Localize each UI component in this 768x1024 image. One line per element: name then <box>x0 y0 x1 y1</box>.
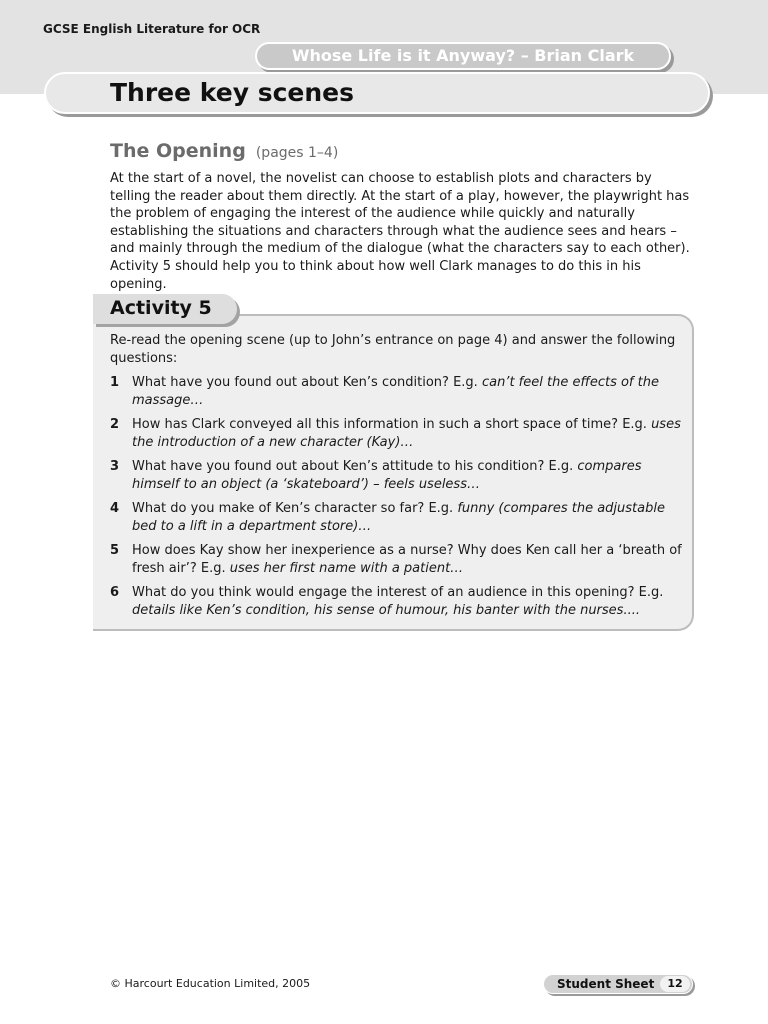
section-pages: (pages 1–4) <box>255 145 339 161</box>
question-number: 5 <box>110 543 120 558</box>
title-bar <box>44 72 710 114</box>
question-example: compares himself to an object (a ‘skateboard’) – feels useless… <box>132 459 642 492</box>
question-text: What have you found out about Ken’s condition? E.g. <box>132 375 482 390</box>
page-title: Three key scenes <box>110 78 354 107</box>
question-text: What do you think would engage the interest of an audience in this opening? E.g. <box>132 585 664 600</box>
question-example: uses her first name with a patient… <box>229 560 464 576</box>
question-text: What have you found out about Ken’s attitude to his condition? E.g. <box>132 459 578 474</box>
question-example: details like Ken’s condition, his sense of humour, his banter with the nurses.... <box>132 602 640 618</box>
question-item <box>110 416 682 451</box>
question-text: How does Kay show her inexperience as a nurse? Why does Ken call her a ‘breath of fresh air’? E.g. <box>132 543 682 576</box>
activity-intro: Re-read the opening scene (up to John’s entrance on page 4) and answer the following questions: <box>110 333 676 366</box>
question-text: How has Clark conveyed all this information in such a short space of time? E.g. <box>132 417 652 432</box>
question-example: can’t feel the effects of the massage… <box>132 375 659 408</box>
sheet-label: Student Sheet <box>557 977 655 991</box>
student-sheet-badge <box>543 974 693 994</box>
question-number: 3 <box>110 459 120 474</box>
subject-banner: Whose Life is it Anyway? – Brian Clark <box>255 42 671 70</box>
question-number: 6 <box>110 585 120 600</box>
series-label: GCSE English Literature for OCR <box>43 22 261 36</box>
question-item <box>110 542 682 577</box>
activity-tab <box>93 294 237 324</box>
copyright-notice: © Harcourt Education Limited, 2005 <box>110 977 311 990</box>
intro-paragraph: At the start of a novel, the novelist can choose to establish plots and characters by telling the reader about them directly. At the start of a play, however, the playwright has the problem of engaging the interest of the audience while quickly and naturally establishing the situations and characters through what the audience sees and hears – and mainly through the medium of the dialogue (what the characters say to each other). Activity 5 should help you to think about how well Clark manages to do this in his opening. <box>110 171 690 292</box>
section-title: The Opening <box>110 140 246 162</box>
page-number: 12 <box>660 976 690 992</box>
question-item <box>110 584 682 619</box>
activity-label: Activity 5 <box>110 297 212 319</box>
question-number: 2 <box>110 417 120 432</box>
question-text: What do you make of Ken’s character so far? E.g. <box>132 501 458 516</box>
question-item <box>110 374 682 409</box>
section-heading <box>110 140 338 162</box>
question-number: 1 <box>110 375 120 390</box>
question-item <box>110 458 682 493</box>
question-example: uses the introduction of a new character (Kay)… <box>132 417 681 450</box>
question-number: 4 <box>110 501 120 516</box>
question-item <box>110 500 682 535</box>
question-example: funny (compares the adjustable bed to a lift in a department store)… <box>132 501 665 534</box>
